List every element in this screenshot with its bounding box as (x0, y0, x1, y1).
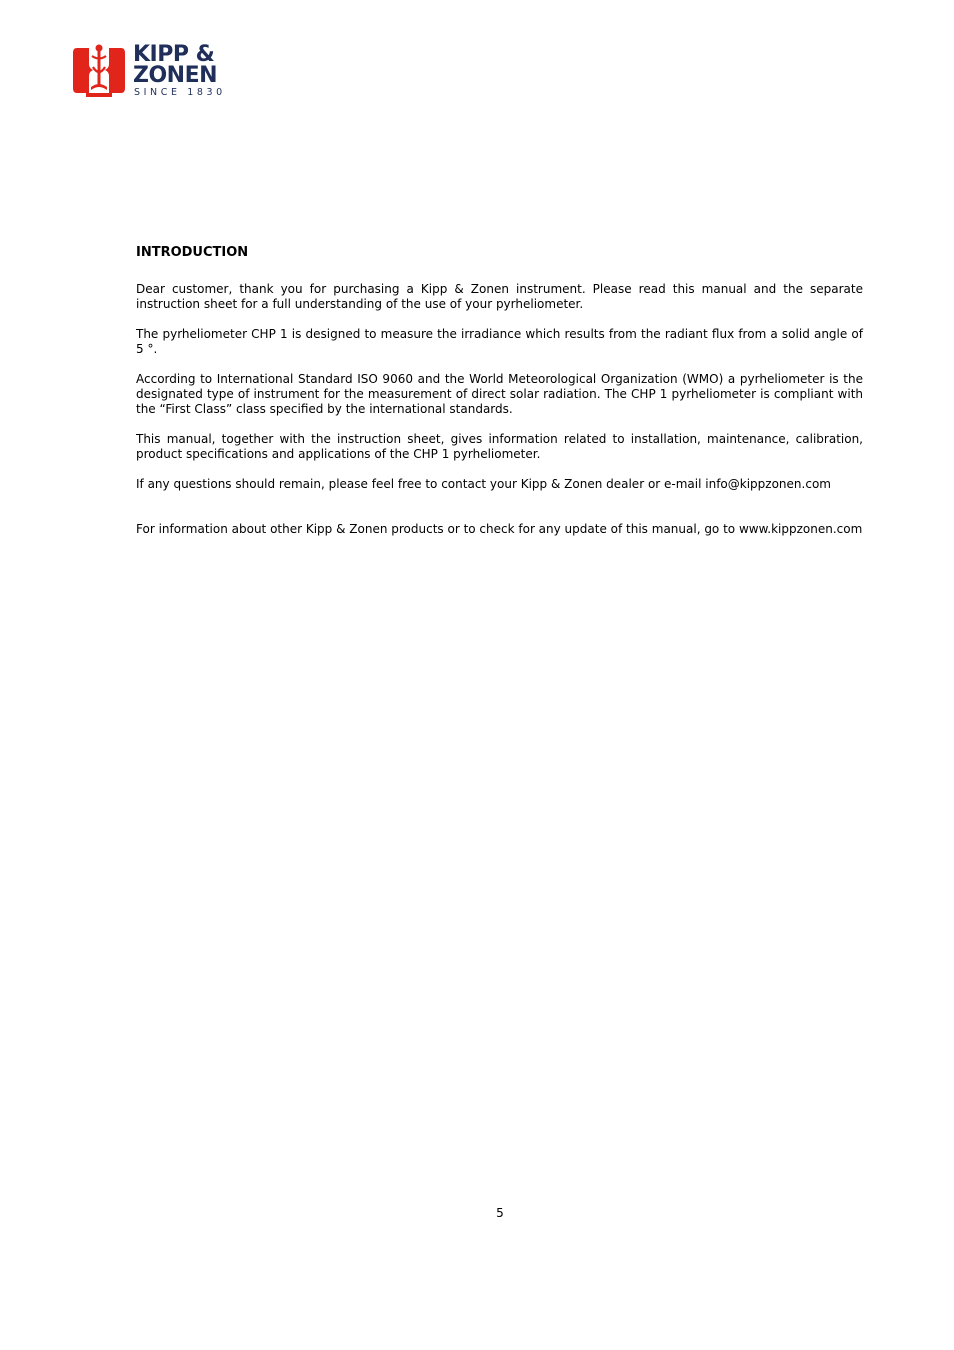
logo-wordmark-line1: KIPP & (133, 42, 215, 67)
company-logo (72, 43, 252, 99)
page-number: 5 (496, 1206, 504, 1220)
logo-wordmark (133, 44, 217, 86)
paragraph-manual-scope: This manual, together with the instruction sheet, gives information related to installation, maintenance, calibration, product specifications and applications of the CHP 1 pyrheliometer. (136, 432, 863, 461)
paragraph-standard: According to International Standard ISO 9060 and the World Meteorological Organization (WMO) a pyrheliometer is the designated type of instrument for the measurement of direct solar radiation. The CHP 1 pyrheliometer is compliant with the “First Class” class specified by the international standards. (136, 372, 863, 416)
paragraph-design: The pyrheliometer CHP 1 is designed to measure the irradiance which results from the radiant flux from a solid angle of 5 °. (136, 327, 863, 356)
paragraph-more-info: For information about other Kipp & Zonen products or to check for any update of this manual, go to www.kippzonen.com (136, 522, 863, 536)
paragraph-spacer (136, 507, 863, 522)
section-heading: INTRODUCTION (136, 245, 249, 260)
paragraph-greeting: Dear customer, thank you for purchasing a Kipp & Zonen instrument. Please read this manual and the separate instruction sheet for a full understanding of the use of your pyrheliometer. (136, 282, 863, 311)
logo-tagline: SINCE 1830 (134, 87, 226, 98)
logo-wordmark-line2: ZONEN (133, 63, 218, 88)
kipp-zonen-mark-icon (72, 43, 126, 98)
introduction-section (136, 245, 863, 537)
paragraph-contact: If any questions should remain, please feel free to contact your Kipp & Zonen dealer or e-mail info@kippzonen.com (136, 477, 831, 491)
